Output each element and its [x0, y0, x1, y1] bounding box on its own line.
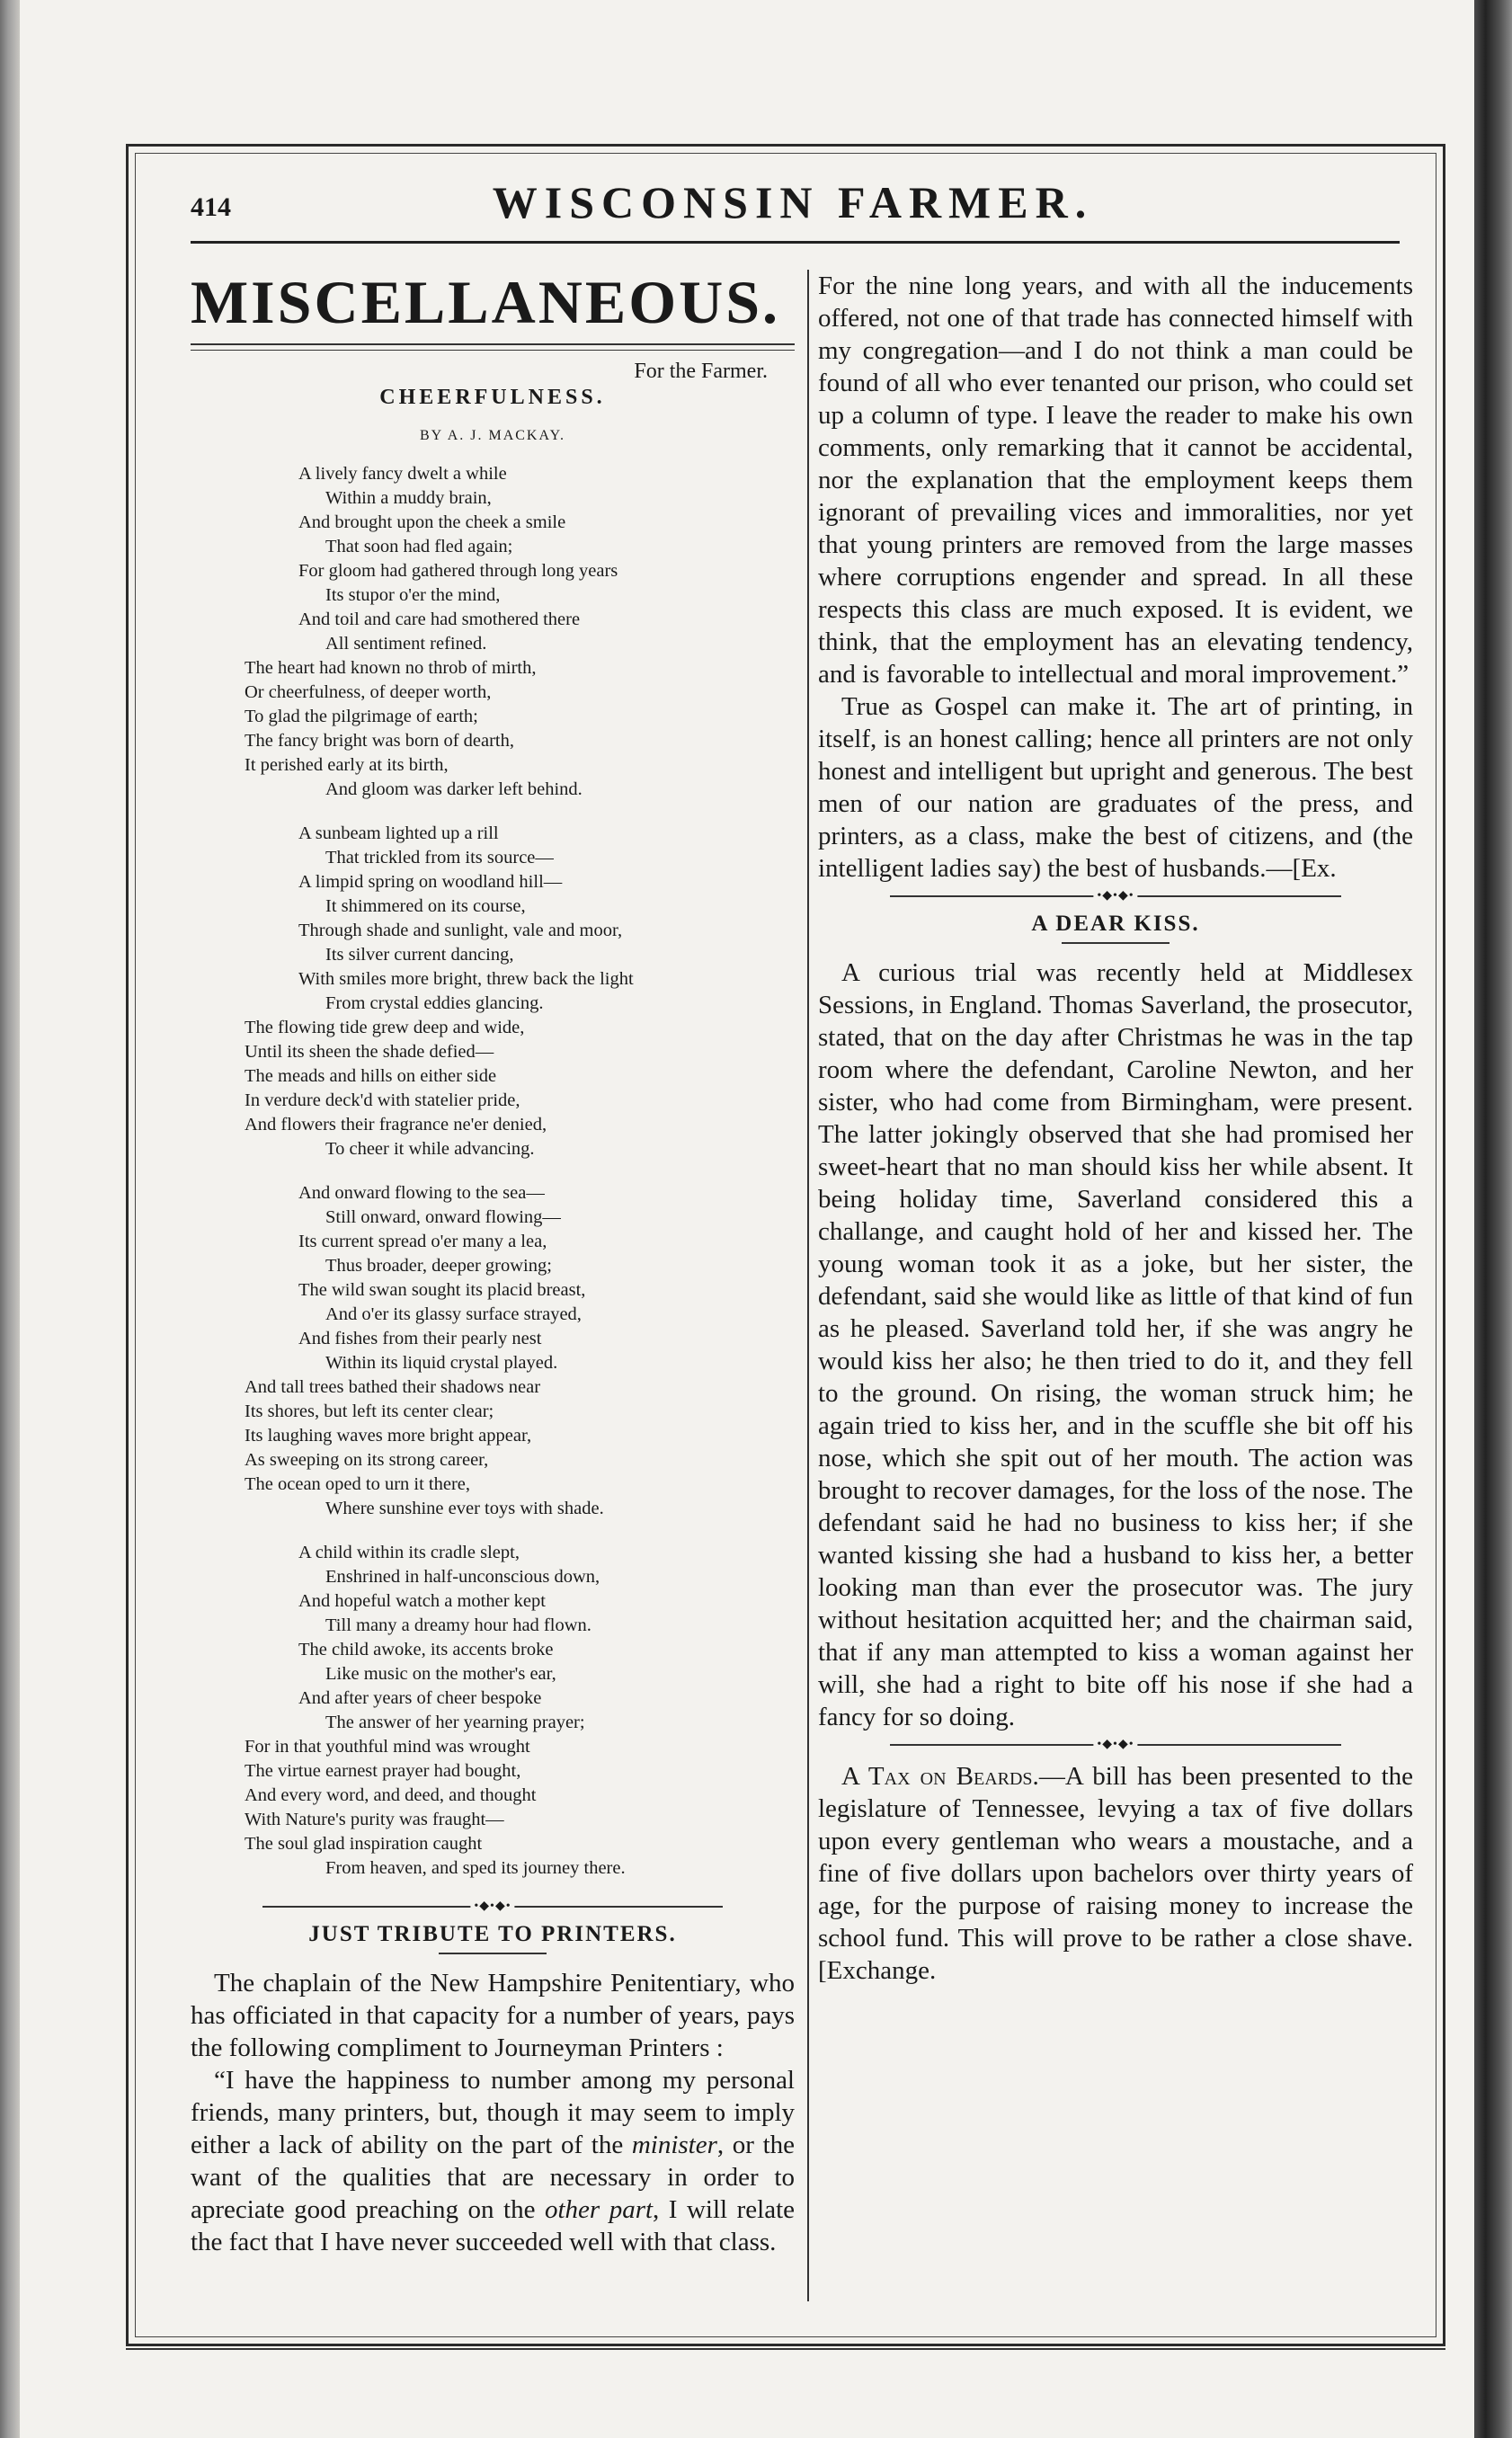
- ornament: •◆•◆•: [1093, 888, 1137, 903]
- page-number: 414: [191, 192, 231, 222]
- beards-lead: A Tax on Beards.: [841, 1762, 1039, 1791]
- poem-line: A child within its cradle slept,: [298, 1543, 520, 1562]
- column-divider: [807, 270, 809, 2301]
- poem-line: With Nature's purity was fraught—: [245, 1810, 504, 1829]
- poem-line: And toil and care had smothered there: [298, 610, 581, 629]
- poem-line: For gloom had gathered through long years: [298, 561, 618, 581]
- poem-line: From crystal eddies glancing.: [325, 993, 544, 1013]
- poem-line: And after years of cheer bespoke: [298, 1688, 542, 1708]
- poem-line: It shimmered on its course,: [325, 896, 526, 916]
- poem-line: And fishes from their pearly nest: [298, 1329, 542, 1348]
- poem-line: Within a muddy brain,: [325, 488, 492, 508]
- poem-line: Its current spread o'er many a lea,: [298, 1232, 547, 1251]
- poem-line: Its shores, but left its center clear;: [245, 1401, 494, 1421]
- poem-line: A lively fancy dwelt a while: [298, 464, 507, 484]
- printers-p2-b: , or the want of the qualities that are necessary in order to apreciate good preaching on the: [191, 2131, 795, 2224]
- poem-line: Its silver current dancing,: [325, 945, 514, 965]
- poem-line: That soon had fled again;: [325, 537, 513, 556]
- poem-line: Like music on the mother's ear,: [325, 1664, 556, 1684]
- header-rule: [191, 241, 1400, 244]
- ornament: •◆•◆•: [1093, 1737, 1137, 1752]
- beards-paragraph: [818, 1760, 1413, 1987]
- kiss-paragraph: A curious trial was recently held at Middlesex Sessions, in England. Thomas Saverland, the prosecutor, stated, that on the day after Christmas he was in the tap room where the defendant, Caroline Newton, and her sister, who had come from Birmingham, were present. The latter jokingly observed that she had promised her sweet-heart that no man should kiss her while absent. It being holiday time, Saverland considered this a challange, and caught hold of her and kissed her. The young woman took it as a joke, but her sister, the defendant, said she would like as little of that kind of fun as he pleased. Saverland told her, if she was angry he would kiss her also; he then tried to do it, and they fell to the ground. On rising, the woman struck him; he again tried to kiss her, and in the scuffle she bit off his nose, which she spit out of her mouth. The action was brought to recover damages, for the loss of the nose. The defendant said he had no business to kiss her; if she wanted kissing she had a husband to kiss her, a better looking man than ever the prosecutor was. The jury without hesitation acquitted her; and the chairman said, that if any man attempted to kiss a woman against her will, she had a right to bite off his nose if she had a fancy for so doing.: [818, 958, 1414, 1731]
- printers-paragraph-2: [191, 2064, 795, 2258]
- poem-line: Thus broader, deeper growing;: [325, 1256, 552, 1276]
- poem-line: That trickled from its source—: [325, 848, 554, 868]
- scan-edge-right: [1474, 0, 1512, 2438]
- poem-line: As sweeping on its strong career,: [245, 1450, 489, 1470]
- poem-line: The fancy bright was born of dearth,: [245, 731, 514, 751]
- printers-heading: JUST TRIBUTE TO PRINTERS.: [308, 1922, 677, 1946]
- ornament-rule: [890, 889, 1341, 908]
- poem-line: The ocean oped to urn it there,: [245, 1474, 471, 1494]
- poem-byline: For the Farmer.: [634, 360, 768, 383]
- poem-line: Till many a dreamy hour had flown.: [325, 1615, 591, 1635]
- poem-author: BY A. J. MACKAY.: [419, 428, 566, 443]
- poem-line: And brought upon the cheek a smile: [298, 512, 566, 532]
- journal-title: WISCONSIN FARMER.: [492, 177, 1094, 227]
- page-header: [191, 176, 1395, 239]
- poem-line: Until its sheen the shade defied—: [245, 1042, 494, 1062]
- left-column: [191, 270, 795, 2258]
- printers-p2-a: “I have the happiness to number among my personal friends, many printers, but, though it may seem to imply either a lack of ability on the part of the: [191, 2066, 795, 2159]
- kiss-heading: A DEAR KISS.: [1031, 912, 1200, 936]
- poem-title: CHEERFULNESS.: [379, 386, 606, 409]
- poem-line: To cheer it while advancing.: [325, 1139, 535, 1159]
- poem-body: [191, 462, 795, 1881]
- poem-line: The child awoke, its accents broke: [298, 1640, 554, 1659]
- right-column: [818, 270, 1413, 1987]
- poem-line: The meads and hills on either side: [245, 1066, 497, 1086]
- poem-line: And hopeful watch a mother kept: [298, 1591, 546, 1611]
- printers-heading-rule: [439, 1953, 547, 1954]
- printers-paragraph-2-continued: For the nine long years, and with all the inducements offered, not one of that trade has connected himself with my congregation—and I do not think a man could be found of all who ever tenanted our prison, who could set up a column of type. I leave the reader to make his own comments, only remarking that it cannot be accidental, nor the explanation that the employment keeps them ignorant of prevailing vices and immoralities, nor yet that young printers are removed from the large masses where corruptions engender and spread. In all these respects this class are much exposed. It is evident, we think, that the employment has an elevating tendency, and is favorable to intellectual and moral improvement.”: [818, 271, 1413, 689]
- poem-line: The heart had known no throb of mirth,: [245, 658, 537, 678]
- ornament-rule: [890, 1738, 1341, 1757]
- footer-rule: [126, 2348, 1445, 2350]
- printers-paragraph-1: The chaplain of the New Hampshire Penitentiary, who has officiated in that capacity for a number of years, pays the following compliment to Journeyman Printers :: [191, 1969, 795, 2062]
- poem-stanza: [191, 1541, 795, 1881]
- printers-p2-italic-1: minister: [631, 2131, 717, 2159]
- poem-line: A limpid spring on woodland hill—: [298, 872, 563, 892]
- poem-line: And flowers their fragrance ne'er denied,: [245, 1115, 547, 1134]
- poem-line: In verdure deck'd with statelier pride,: [245, 1090, 520, 1110]
- poem-line: And onward flowing to the sea—: [298, 1183, 545, 1203]
- poem-line: With smiles more bright, threw back the light: [298, 969, 634, 989]
- section-rule: [191, 343, 795, 351]
- poem-line: All sentiment refined.: [325, 634, 487, 654]
- poem-stanza: [191, 462, 795, 802]
- poem-line: From heaven, and sped its journey there.: [325, 1858, 626, 1878]
- printers-p2-c: , I will relate the fact that I have never succeeded well with that class.: [191, 2195, 795, 2256]
- poem-line: Enshrined in half-unconscious down,: [325, 1567, 600, 1587]
- poem-line: And gloom was darker left behind.: [325, 779, 583, 799]
- poem-line: Within its liquid crystal played.: [325, 1353, 558, 1373]
- poem-line: And o'er its glassy surface strayed,: [325, 1304, 582, 1324]
- scan-edge-left: [0, 0, 20, 2438]
- poem-line: To glad the pilgrimage of earth;: [245, 707, 478, 726]
- poem-line: It perished early at its birth,: [245, 755, 449, 775]
- poem-line: Or cheerfulness, of deeper worth,: [245, 682, 492, 702]
- section-heading: MISCELLANEOUS.: [191, 268, 781, 336]
- poem-line: Still onward, onward flowing—: [325, 1207, 561, 1227]
- printers-paragraph-3: True as Gospel can make it. The art of printing, in itself, is an honest calling; hence all printers are not only honest and intelligent but upright and generous. The best men of our nation are graduates of the press, and printers, as a class, make the best of citizens, and (the intelligent ladies say) the best of husbands.—[Ex.: [818, 692, 1413, 883]
- poem-line: The answer of her yearning prayer;: [325, 1713, 585, 1732]
- beards-body: —A bill has been presented to the legislature of Tennessee, levying a tax of five dollars upon every gentleman who wears a moustache, and a fine of five dollars upon bachelors over thirty years of age, for the purpose of raising money to increase the school fund. This will prove to be rather a close shave. [Exchange.: [818, 1762, 1414, 1985]
- poem-stanza: [191, 1181, 795, 1521]
- kiss-heading-rule: [1062, 942, 1170, 944]
- poem-line: The flowing tide grew deep and wide,: [245, 1018, 525, 1037]
- poem-line: The wild swan sought its placid breast,: [298, 1280, 586, 1300]
- poem-line: Its stupor o'er the mind,: [325, 585, 501, 605]
- poem-line: A sunbeam lighted up a rill: [298, 823, 499, 843]
- poem-line: And every word, and deed, and thought: [245, 1785, 537, 1805]
- poem-line: The soul glad inspiration caught: [245, 1834, 483, 1854]
- poem-line: The virtue earnest prayer had bought,: [245, 1761, 521, 1781]
- poem-line: For in that youthful mind was wrought: [245, 1737, 530, 1757]
- ornament: •◆•◆•: [470, 1899, 514, 1914]
- ornament-rule: [262, 1900, 723, 1918]
- poem-line: Where sunshine ever toys with shade.: [325, 1499, 604, 1518]
- poem-stanza: [191, 822, 795, 1161]
- printers-p2-italic-2: other part: [544, 2195, 654, 2224]
- poem-line: And tall trees bathed their shadows near: [245, 1377, 541, 1397]
- poem-line: Its laughing waves more bright appear,: [245, 1426, 532, 1446]
- poem-line: Through shade and sunlight, vale and moor,: [298, 921, 623, 940]
